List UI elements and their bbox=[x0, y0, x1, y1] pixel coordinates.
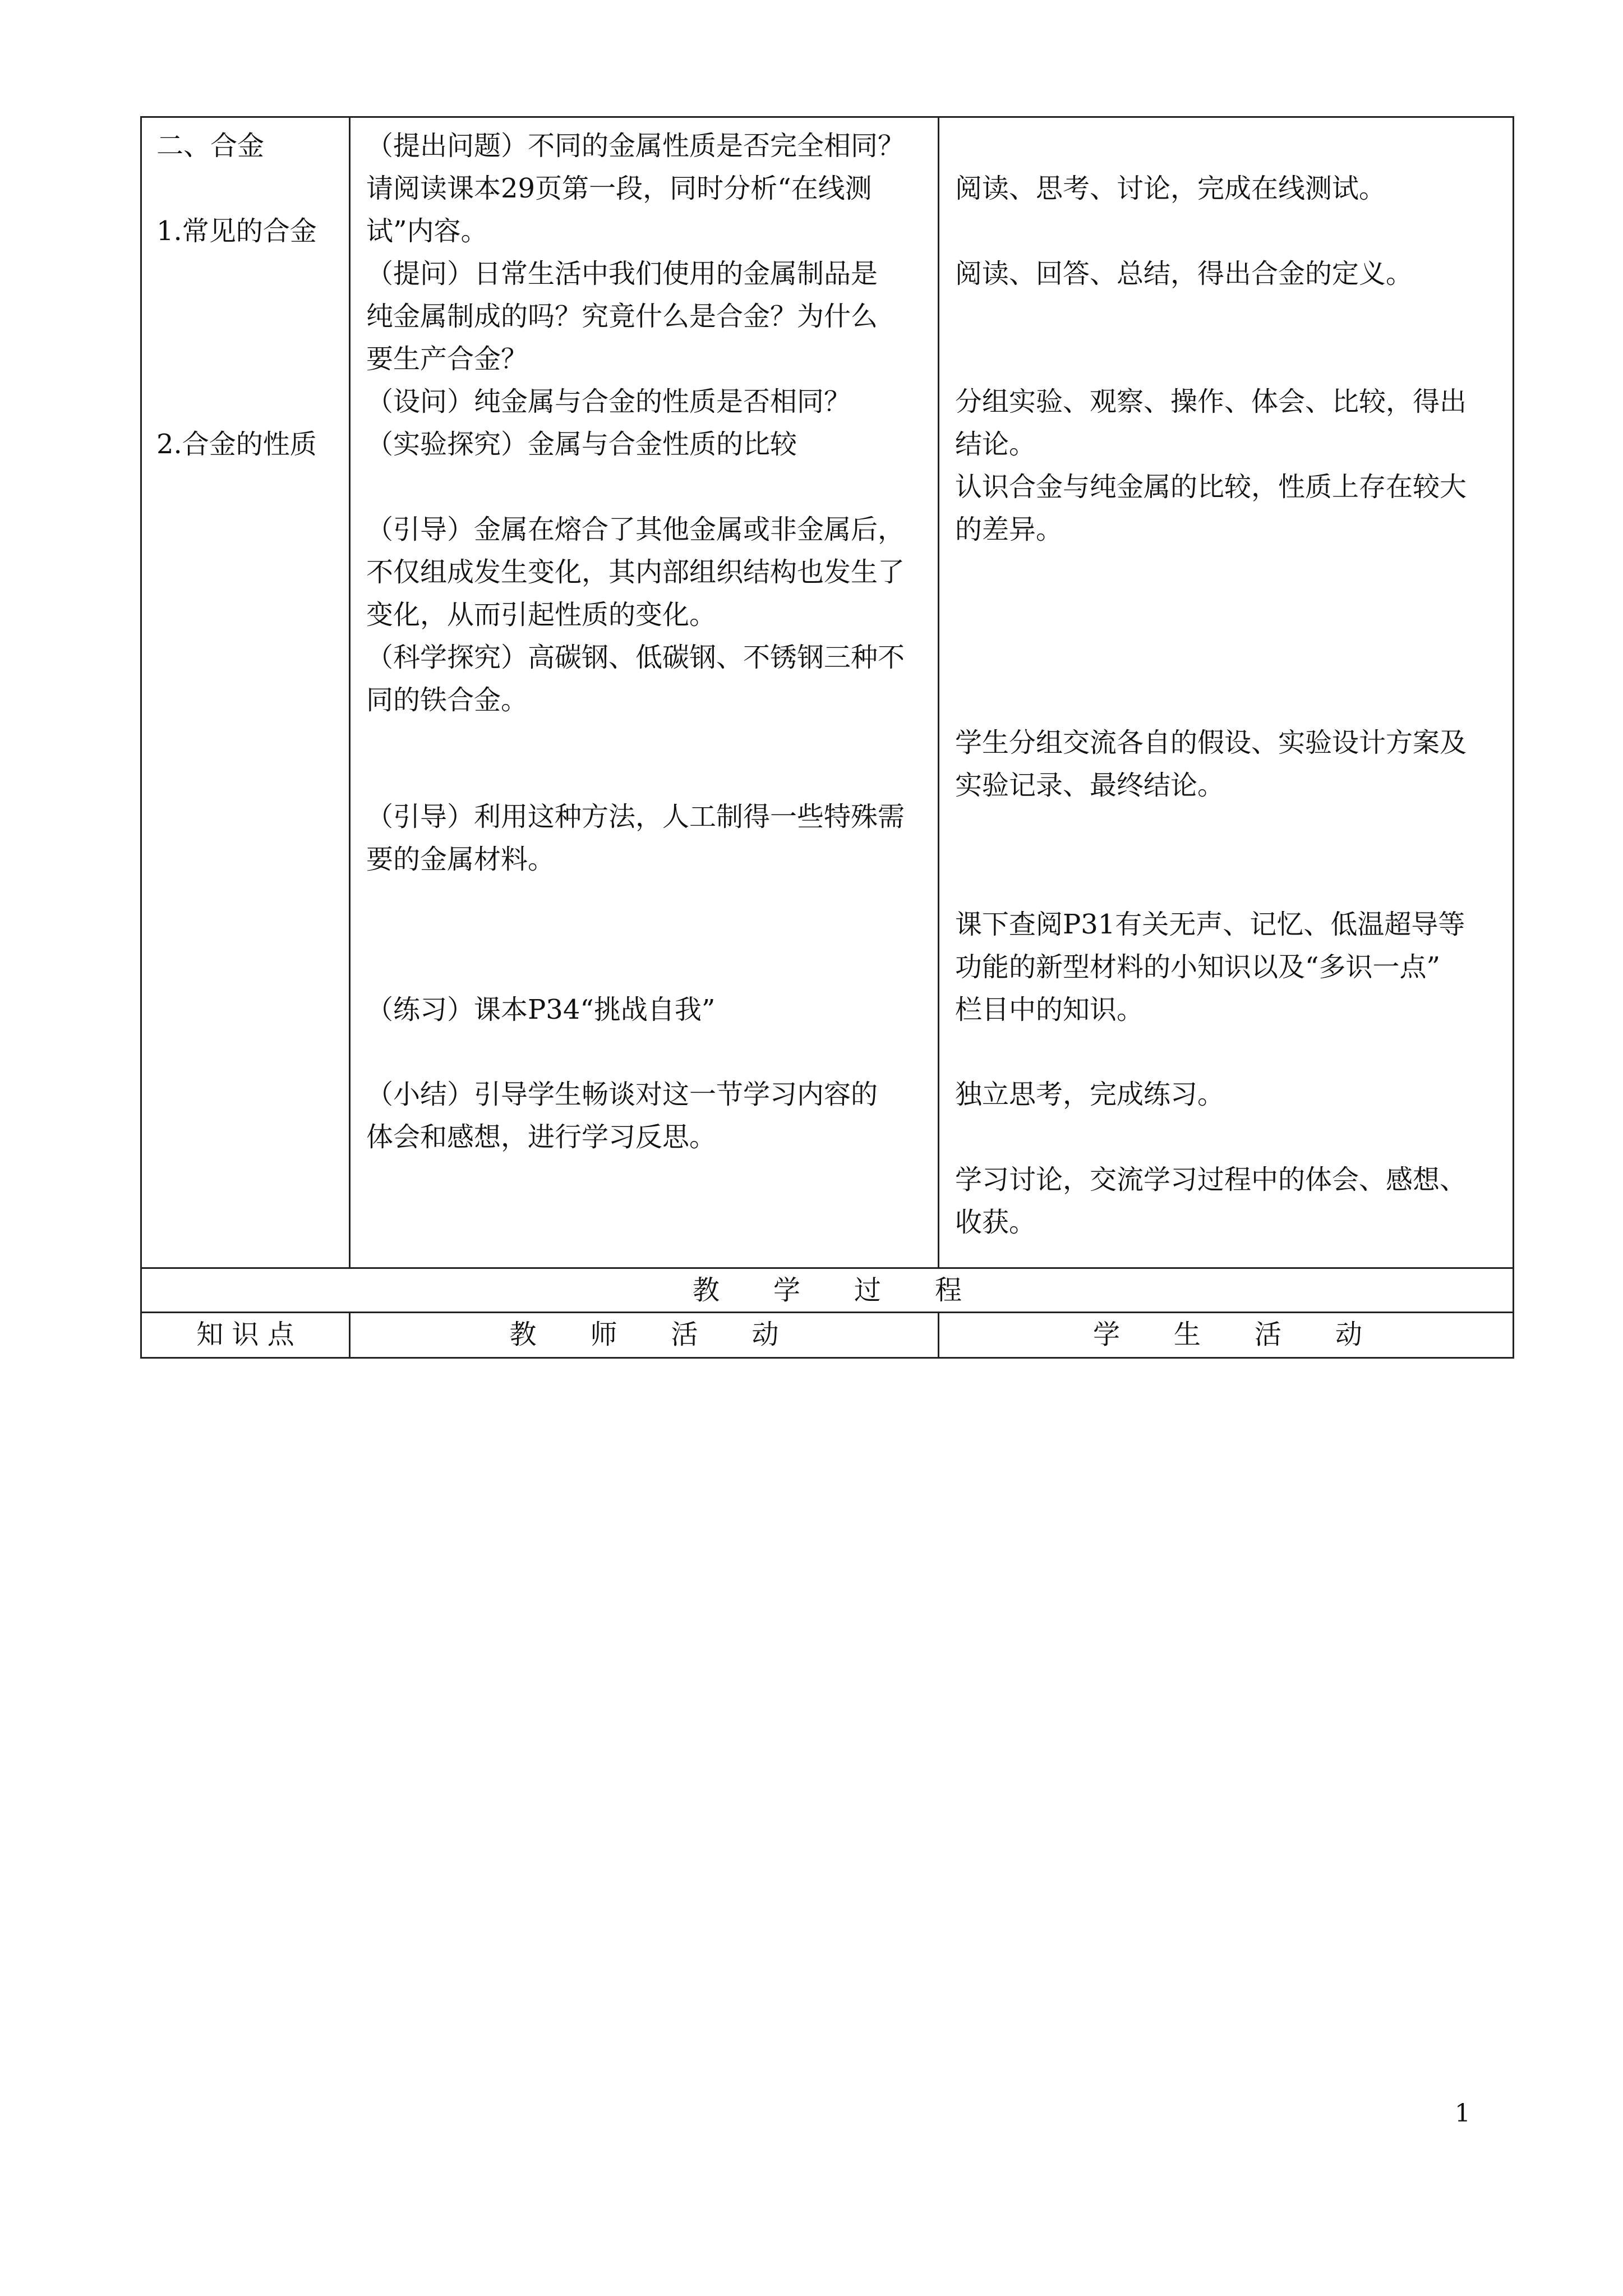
student-line: 实验记录、最终结论。 bbox=[955, 770, 1225, 801]
teacher-line: 同的铁合金。 bbox=[366, 684, 528, 716]
teacher-line: 要生产合金？ bbox=[366, 343, 528, 375]
teacher-line: 试”内容。 bbox=[366, 215, 488, 247]
student-line: 功能的新型材料的小知识以及“多识一点” bbox=[955, 951, 1441, 983]
page-number: 1 bbox=[1455, 2099, 1470, 2128]
knowledge-item: 2.合金的性质 bbox=[156, 429, 317, 460]
teacher-line: （科学探究）高碳钢、低碳钢、不锈钢三种不 bbox=[366, 642, 905, 673]
teacher-line: （小结）引导学生畅谈对这一节学习内容的 bbox=[366, 1079, 878, 1110]
student-line: 结论。 bbox=[955, 429, 1036, 460]
student-line: 的差异。 bbox=[955, 514, 1063, 545]
teacher-line: 不仅组成发生变化，其内部组织结构也发生了 bbox=[366, 556, 905, 588]
teacher-line: （设问）纯金属与合金的性质是否相同？ bbox=[366, 386, 851, 417]
header-knowledge: 知 识 点 bbox=[196, 1319, 294, 1350]
teaching-process-title: 教 学 过 程 bbox=[692, 1274, 962, 1306]
knowledge-item: 二、合金 bbox=[156, 130, 265, 162]
teacher-line: （练习）课本P34“挑战自我” bbox=[366, 994, 716, 1025]
header-knowledge-cell bbox=[142, 1313, 351, 1357]
teacher-line: 要的金属材料。 bbox=[366, 844, 555, 875]
knowledge-item: 1.常见的合金 bbox=[156, 215, 317, 247]
student-line: 认识合金与纯金属的比较，性质上存在较大 bbox=[955, 471, 1467, 503]
header-student: 学 生 活 动 bbox=[1092, 1319, 1362, 1350]
teacher-line: 变化，从而引起性质的变化。 bbox=[366, 599, 717, 631]
student-line: 分组实验、观察、操作、体会、比较，得出 bbox=[955, 386, 1467, 417]
teacher-line: 纯金属制成的吗？究竟什么是合金？为什么 bbox=[366, 301, 878, 332]
student-line: 阅读、回答、总结，得出合金的定义。 bbox=[955, 258, 1413, 289]
lesson-table bbox=[140, 116, 1514, 1359]
teacher-line: （实验探究）金属与合金性质的比较 bbox=[366, 429, 797, 460]
header-teacher: 教 师 活 动 bbox=[509, 1319, 779, 1350]
student-line: 收获。 bbox=[955, 1207, 1036, 1238]
teacher-activity-column bbox=[351, 118, 939, 1267]
knowledge-column bbox=[142, 118, 351, 1267]
column-header-row bbox=[142, 1313, 1513, 1357]
content-row bbox=[142, 118, 1513, 1269]
student-line: 课下查阅P31有关无声、记忆、低温超导等 bbox=[955, 909, 1465, 940]
student-line: 学生分组交流各自的假设、实验设计方案及 bbox=[955, 727, 1467, 758]
student-line: 阅读、思考、讨论，完成在线测试。 bbox=[955, 173, 1386, 204]
teacher-line: 请阅读课本29页第一段，同时分析“在线测 bbox=[366, 173, 872, 204]
teacher-line: （引导）金属在熔合了其他金属或非金属后， bbox=[366, 514, 905, 545]
teacher-line: （提出问题）不同的金属性质是否完全相同？ bbox=[366, 130, 905, 162]
teacher-line: （引导）利用这种方法，人工制得一些特殊需 bbox=[366, 801, 905, 832]
header-student-cell bbox=[939, 1313, 1516, 1357]
student-line: 栏目中的知识。 bbox=[955, 994, 1144, 1025]
header-teacher-cell bbox=[351, 1313, 939, 1357]
student-line: 学习讨论，交流学习过程中的体会、感想、 bbox=[955, 1164, 1467, 1195]
teacher-line: 体会和感想，进行学习反思。 bbox=[366, 1121, 717, 1153]
student-line: 独立思考，完成练习。 bbox=[955, 1079, 1225, 1110]
teaching-process-title-row bbox=[142, 1269, 1513, 1313]
student-activity-column bbox=[939, 118, 1516, 1267]
teacher-line: （提问）日常生活中我们使用的金属制品是 bbox=[366, 258, 878, 289]
